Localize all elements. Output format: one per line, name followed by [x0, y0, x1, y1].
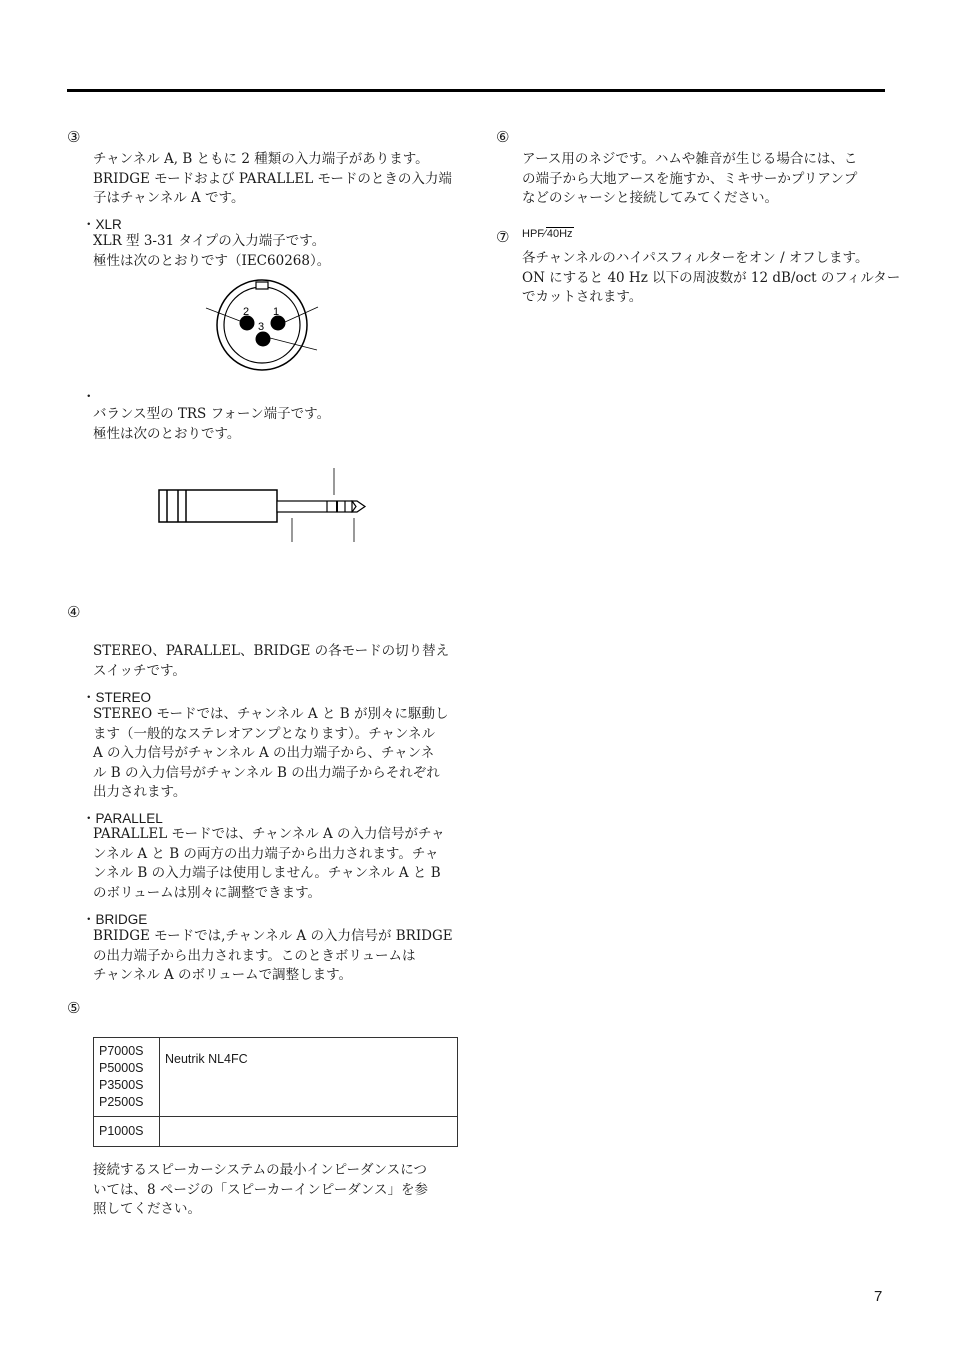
xlr-leader-3: [270, 338, 317, 350]
xlr-connector-diagram: [200, 278, 325, 373]
section-3-intro: [93, 150, 452, 209]
xlr-leader-2: [206, 308, 240, 321]
parallel-title: ・PARALLEL: [82, 811, 163, 826]
text-line: のボリュームは別々に調整できます。: [93, 884, 322, 901]
text-line: ンネル A と B の両方の出力端子から出力されます。チャ: [93, 845, 439, 862]
text-line: 極性は次のとおりです（IEC60268）。: [93, 252, 331, 269]
text-line: などのシャーシと接続してみてください。: [522, 190, 778, 206]
text-line: STEREO モードでは、チャンネル A と B が別々に駆動し: [93, 706, 449, 722]
xlr-pin-3-label: 3: [258, 321, 265, 333]
text-line: いては、8 ページの「スピーカーインピーダンス」を参: [93, 1181, 428, 1198]
text-line: XLR 型 3-31 タイプの入力端子です。: [93, 233, 326, 249]
trs-plug-sleeve: [277, 501, 352, 512]
section-6-description: [522, 150, 857, 209]
hpf-frequency-label: 40Hz: [546, 228, 573, 240]
text-line: 照してください。: [93, 1201, 201, 1217]
page-number: 7: [874, 1288, 883, 1305]
text-line: 極性は次のとおりです。: [93, 425, 241, 442]
model-cell: [94, 1038, 160, 1117]
table-row: [94, 1117, 458, 1147]
model-name: P2500S: [99, 1095, 144, 1109]
xlr-pin-1-label: 1: [273, 306, 280, 318]
trs-phone-plug-diagram: [155, 465, 370, 545]
text-line: 出力されます。: [93, 784, 187, 800]
text-line: ます（一般的なステレオアンプとなります）。チャンネル: [93, 725, 435, 742]
text-line: スイッチです。: [93, 662, 186, 679]
section-4-intro: [93, 642, 449, 681]
phone-bullet: ・: [82, 389, 96, 404]
text-line: 子はチャンネル A です。: [93, 190, 245, 206]
section-4-marker: ④: [67, 603, 81, 621]
xlr-key-notch: [256, 282, 268, 289]
trs-plug-tip: [352, 501, 365, 512]
xlr-description: [93, 232, 330, 271]
phone-description: [93, 405, 330, 444]
section-6-marker: ⑥: [496, 128, 510, 146]
text-line: チャンネル A, B ともに 2 種類の入力端子があります。: [93, 151, 429, 167]
trs-plug-body: [159, 490, 277, 522]
hpf-switch-label: HPF⁄40Hz: [522, 228, 573, 240]
text-line: 接続するスピーカーシステムの最小インピーダンスにつ: [93, 1162, 427, 1178]
text-line: アース用のネジです。ハムや雑音が生じる場合には、こ: [522, 151, 858, 167]
stereo-title: ・STEREO: [82, 690, 152, 705]
text-line: BRIDGE モードおよび PARALLEL モードのときの入力端: [93, 170, 452, 187]
xlr-title: ・XLR: [82, 217, 122, 232]
text-line: の出力端子から出力されます。このときボリュームは: [93, 947, 416, 964]
model-name: P1000S: [99, 1124, 144, 1138]
text-line: チャンネル A のボリュームで調整します。: [93, 967, 353, 983]
model-name: P3500S: [99, 1078, 144, 1092]
text-line: の端子から大地アースを施すか、ミキサーかプリアンプ: [522, 170, 858, 187]
text-line: バランス型の TRS フォーン端子です。: [93, 406, 331, 422]
bridge-title: ・BRIDGE: [82, 912, 148, 927]
hpf-label: HPF: [522, 228, 544, 240]
text-line: ON にすると 40 Hz 以下の周波数が 12 dB/oct のフィルター: [522, 269, 901, 286]
text-line: A の入力信号がチャンネル A の出力端子から、チャンネ: [93, 745, 435, 761]
connector-cell: [160, 1117, 458, 1147]
section-7-marker: ⑦: [496, 228, 510, 246]
table-row: [94, 1038, 458, 1117]
text-line: でカットされます。: [522, 289, 643, 305]
header-rule: [67, 89, 885, 92]
xlr-pin-3: [256, 332, 271, 347]
section-7-description: [522, 249, 900, 308]
model-name: P7000S: [99, 1044, 144, 1058]
xlr-pin-2-label: 2: [243, 306, 250, 318]
speaker-connector-table: [93, 1037, 458, 1147]
model-name: P5000S: [99, 1061, 144, 1075]
text-line: PARALLEL モードでは、チャンネル A の入力信号がチャ: [93, 826, 445, 842]
section-5-marker: ⑤: [67, 999, 81, 1017]
text-line: ンネル B の入力端子は使用しません。チャンネル A と B: [93, 865, 441, 881]
xlr-leader-1: [285, 307, 318, 322]
bridge-description: [93, 927, 453, 986]
text-line: BRIDGE モードでは,チャンネル A の入力信号が BRIDGE: [93, 928, 453, 944]
text-line: STEREO、PARALLEL、BRIDGE の各モードの切り替え: [93, 643, 450, 659]
text-line: ル B の入力信号がチャンネル B の出力端子からそれぞれ: [93, 764, 440, 781]
text-line: 各チャンネルのハイパスフィルターをオン / オフします。: [522, 250, 869, 266]
stereo-description: [93, 705, 448, 803]
parallel-description: [93, 825, 445, 903]
section-5-note: [93, 1161, 428, 1220]
model-cell: [94, 1117, 160, 1147]
connector-cell: Neutrik NL4FC: [160, 1038, 458, 1117]
section-3-marker: ③: [67, 128, 81, 146]
